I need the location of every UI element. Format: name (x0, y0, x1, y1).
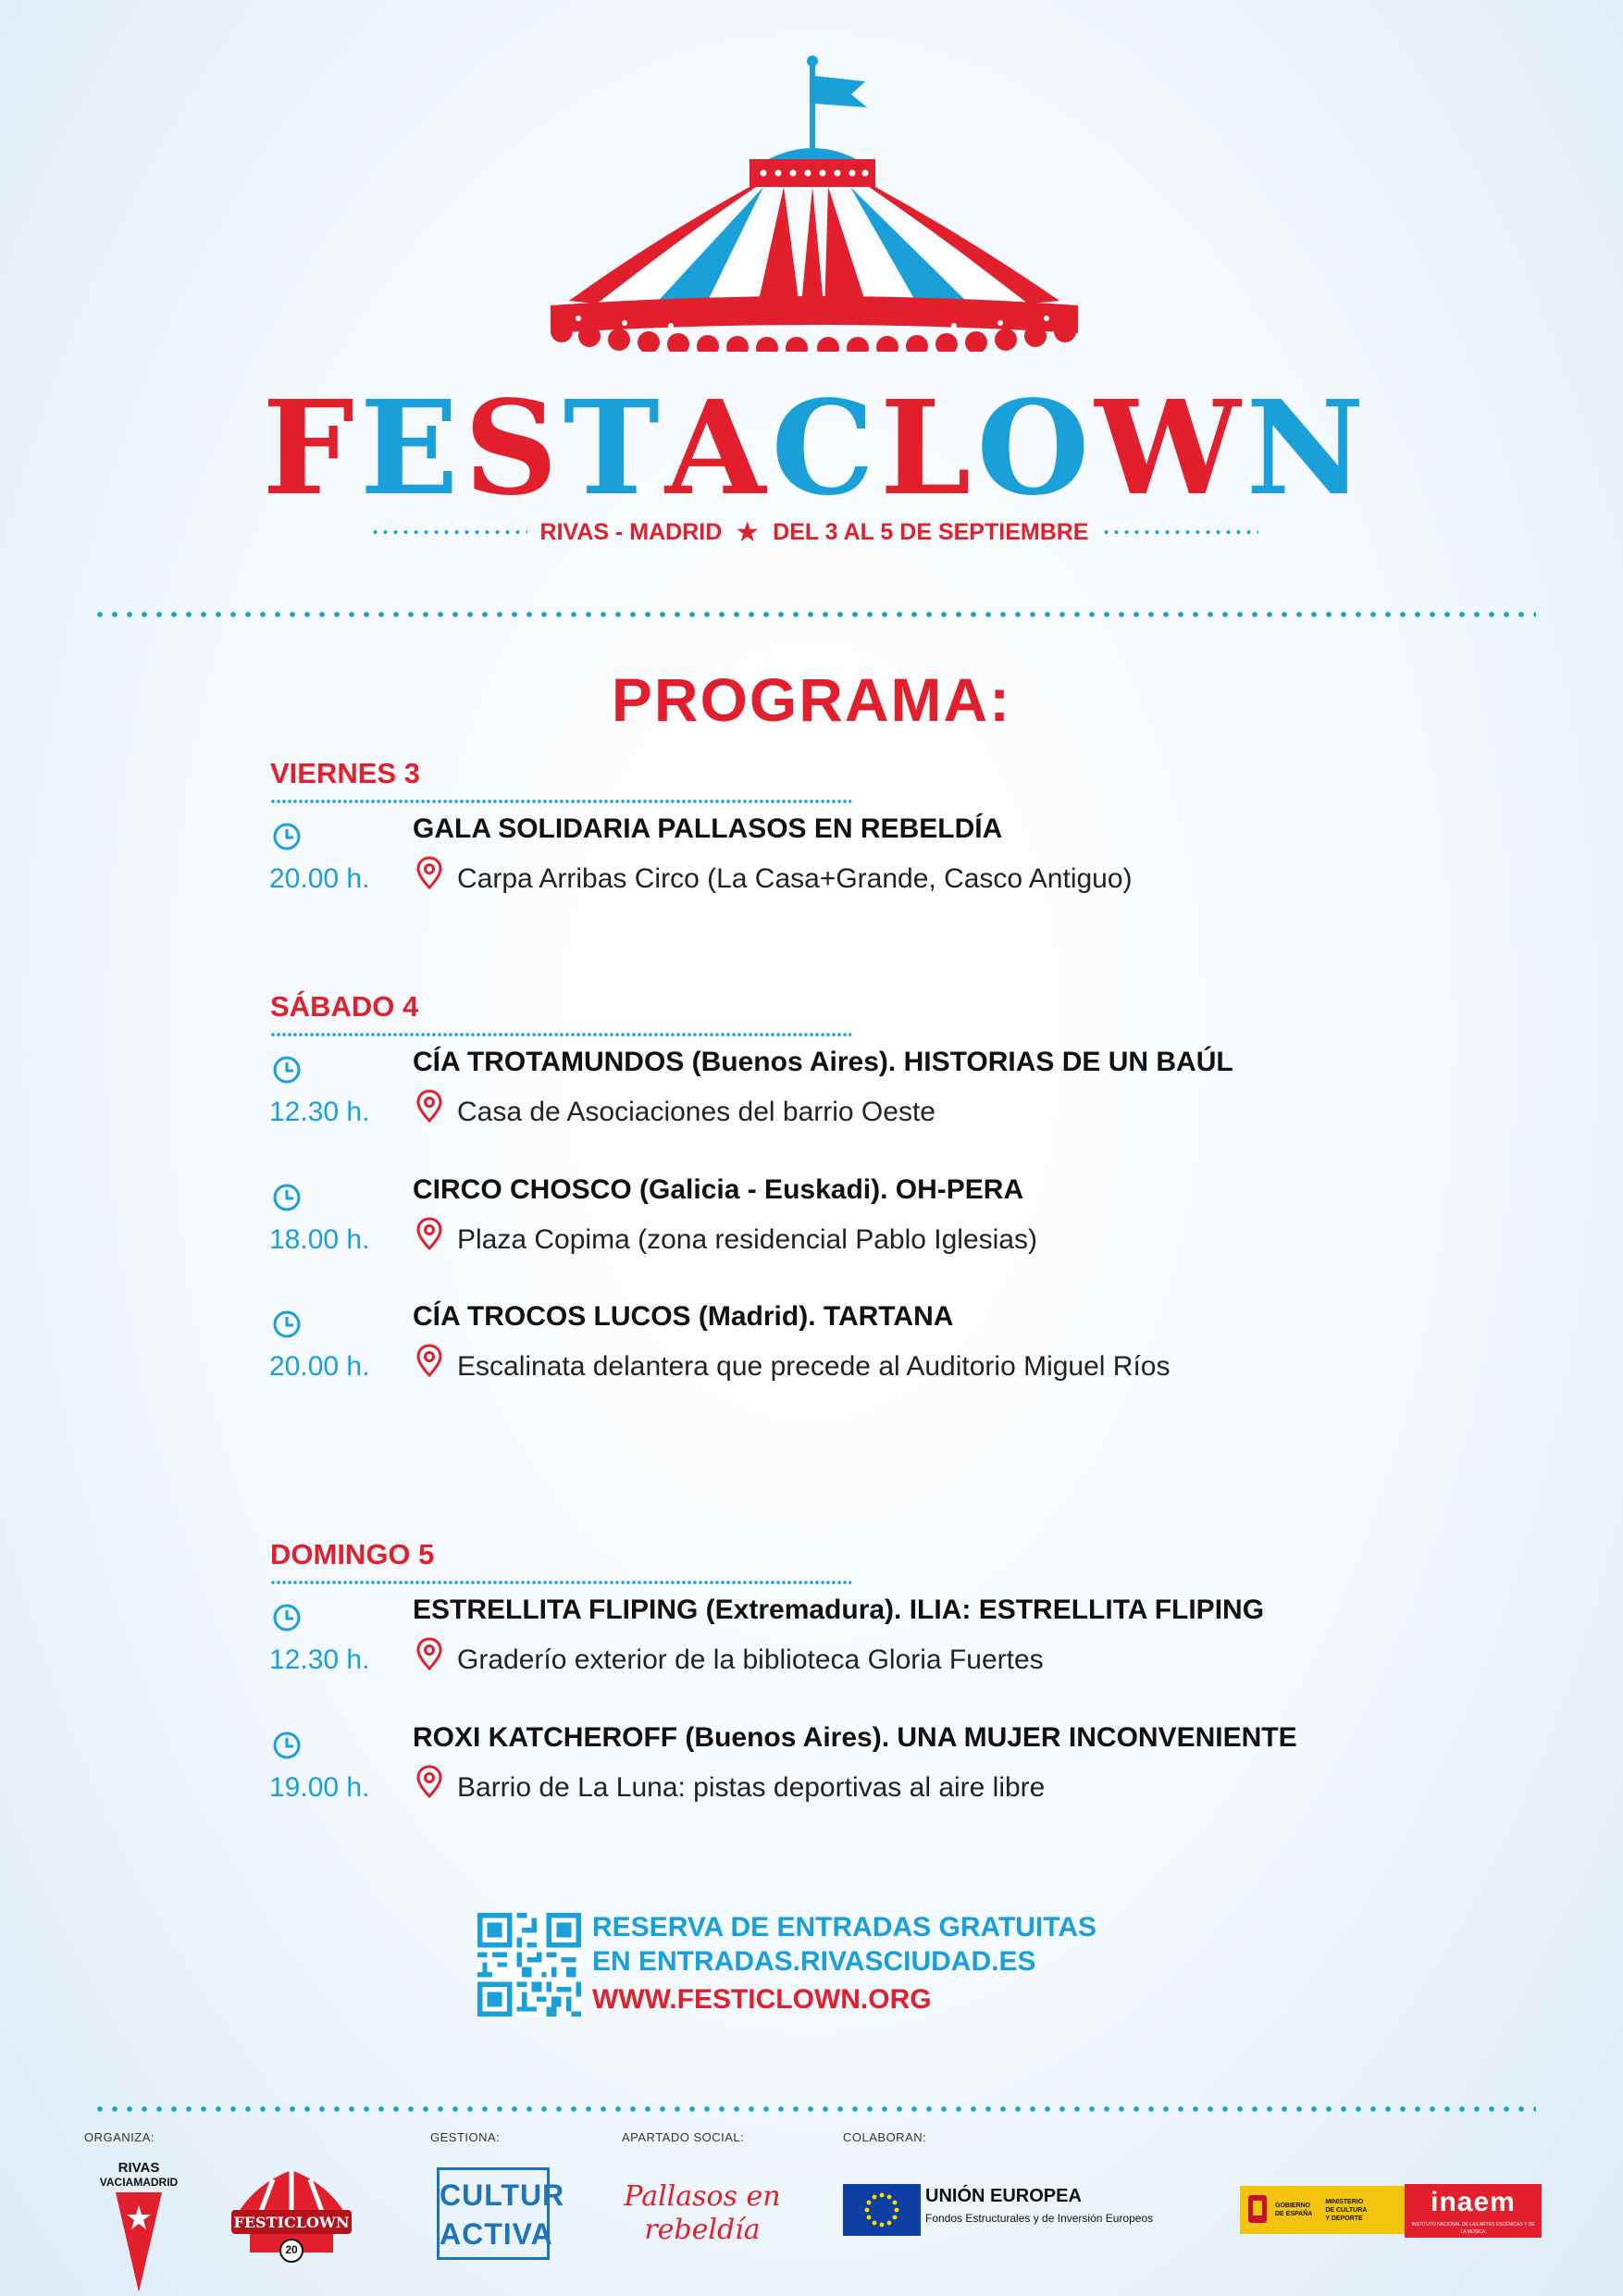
event-time: 19.00 h. (269, 1772, 370, 1803)
day-heading: VIERNES 3 (270, 757, 420, 789)
inaem-name: inaem (1431, 2187, 1516, 2217)
event-place: Carpa Arribas Circo (La Casa+Grande, Casco Antiguo) (457, 863, 1133, 894)
title-letter: L (879, 373, 973, 525)
ministerio-line1: MINISTERIO (1325, 2198, 1364, 2205)
clock-icon (272, 1309, 302, 1339)
event-title: CÍA TROTAMUNDOS (Buenos Aires). HISTORIAS DE UN BAÚL (413, 1047, 1233, 1077)
clock-icon (272, 822, 302, 851)
gestiona-label: GESTIONA: (430, 2130, 501, 2144)
festiclown-number: 20 (285, 2243, 298, 2256)
gobierno-line1: GOBIERNO (1275, 2203, 1311, 2209)
pallasos-logo (614, 2180, 790, 2247)
title-letter: T (563, 373, 662, 525)
event-place: Casa de Asociaciones del barrio Oeste (457, 1097, 935, 1127)
title-letter: E (359, 373, 461, 525)
event-place: Graderío exterior de la biblioteca Gloria Fuertes (457, 1644, 1044, 1675)
event-title: GALA SOLIDARIA PALLASOS EN REBELDÍA (413, 813, 1003, 844)
eu-subtitle: Fondos Estructurales y de Inversión Europeos (925, 2212, 1154, 2225)
event-time: 20.00 h. (269, 863, 370, 894)
pallasos-line2: rebeldía (644, 2214, 761, 2246)
reservation-url[interactable]: EN ENTRADAS.RIVASCIUDAD.ES (592, 1946, 1036, 1977)
day-heading: SÁBADO 4 (270, 990, 419, 1023)
day-divider (270, 1581, 851, 1584)
event-title: ROXI KATCHEROFF (Buenos Aires). UNA MUJER INCONVENIENTE (413, 1722, 1297, 1753)
festiclown-logo-text: FESTICLOWN (233, 2214, 350, 2231)
inaem-subtitle: INSTITUTO NACIONAL DE LAS ARTES ESCÉNICAS Y DE LA MÚSICA (1411, 2222, 1535, 2235)
title-letter: W (1095, 373, 1243, 525)
website-link[interactable]: WWW.FESTICLOWN.ORG (592, 1984, 932, 2015)
divider (1101, 530, 1258, 534)
culturactiva-line2: ACTIVA (440, 2217, 553, 2251)
event-time: 20.00 h. (269, 1351, 370, 1382)
title-letter: C (771, 373, 876, 525)
ministerio-line3: Y DEPORTE (1325, 2215, 1363, 2222)
festival-subtitle (370, 514, 1258, 551)
divider (370, 530, 527, 534)
ministerio-line2: DE CULTURA (1325, 2206, 1368, 2214)
title-letter: F (262, 373, 356, 525)
day-divider (270, 800, 851, 803)
festival-title (262, 373, 1367, 525)
inaem-logo (1405, 2184, 1542, 2238)
location-pin-icon (416, 1217, 442, 1250)
gobierno-logo (1240, 2186, 1406, 2234)
title-letter: N (1245, 373, 1367, 525)
divider (93, 612, 1536, 617)
event-title: ESTRELLITA FLIPING (Extremadura). ILIA: ESTRELLITA FLIPING (413, 1595, 1265, 1625)
reservation-text: RESERVA DE ENTRADAS GRATUITAS (592, 1912, 1097, 1942)
eu-title: UNIÓN EUROPEA (925, 2186, 1082, 2206)
eu-flag-icon (843, 2184, 921, 2236)
coat-of-arms-icon (1245, 2191, 1270, 2228)
rivas-logo (88, 2160, 190, 2294)
star-icon: ★ (735, 516, 761, 548)
subtitle-location: RIVAS - MADRID (539, 518, 723, 545)
day-heading: DOMINGO 5 (270, 1538, 435, 1570)
rivas-subname: VACIAMADRID (99, 2176, 179, 2189)
location-pin-icon (416, 1089, 442, 1123)
divider (93, 2106, 1536, 2112)
subtitle-dates: DEL 3 AL 5 DE SEPTIEMBRE (773, 518, 1089, 545)
title-letter: S (464, 373, 560, 525)
event-place: Plaza Copima (zona residencial Pablo Iglesias) (457, 1224, 1037, 1255)
colaboran-label: COLABORAN: (843, 2130, 927, 2144)
event-title: CÍA TROCOS LUCOS (Madrid). TARTANA (413, 1301, 954, 1332)
clock-icon (272, 1183, 302, 1212)
day-divider (270, 1033, 851, 1036)
event-time: 12.30 h. (269, 1644, 370, 1675)
clock-icon (272, 1731, 302, 1760)
clock-icon (272, 1055, 302, 1085)
rivas-shield-icon (111, 2192, 167, 2294)
location-pin-icon (416, 856, 442, 889)
culturactiva-logo (437, 2167, 565, 2260)
event-place: Escalinata delantera que precede al Auditorio Miguel Ríos (457, 1351, 1171, 1382)
clock-icon (272, 1603, 302, 1632)
organiza-label: ORGANIZA: (84, 2130, 155, 2144)
pallasos-line1: Pallasos en (624, 2180, 781, 2213)
location-pin-icon (416, 1637, 442, 1670)
location-pin-icon (416, 1765, 442, 1798)
gobierno-line2: DE ESPAÑA (1275, 2211, 1313, 2217)
title-letter: A (664, 373, 768, 525)
event-place: Barrio de La Luna: pistas deportivas al aire libre (457, 1772, 1046, 1803)
event-title: CIRCO CHOSCO (Galicia - Euskadi). OH-PERA (413, 1174, 1024, 1205)
culturactiva-line1: CULTUR (440, 2178, 565, 2212)
event-time: 12.30 h. (269, 1097, 370, 1127)
apartado-label: APARTADO SOCIAL: (622, 2130, 745, 2144)
title-letter: O (976, 373, 1092, 525)
rivas-name: RIVAS (118, 2160, 160, 2176)
location-pin-icon (416, 1344, 442, 1377)
event-time: 18.00 h. (269, 1224, 370, 1255)
qr-code[interactable] (477, 1913, 581, 2017)
page-title: PROGRAMA: (611, 665, 1012, 734)
circus-tent-logo (541, 56, 1087, 352)
